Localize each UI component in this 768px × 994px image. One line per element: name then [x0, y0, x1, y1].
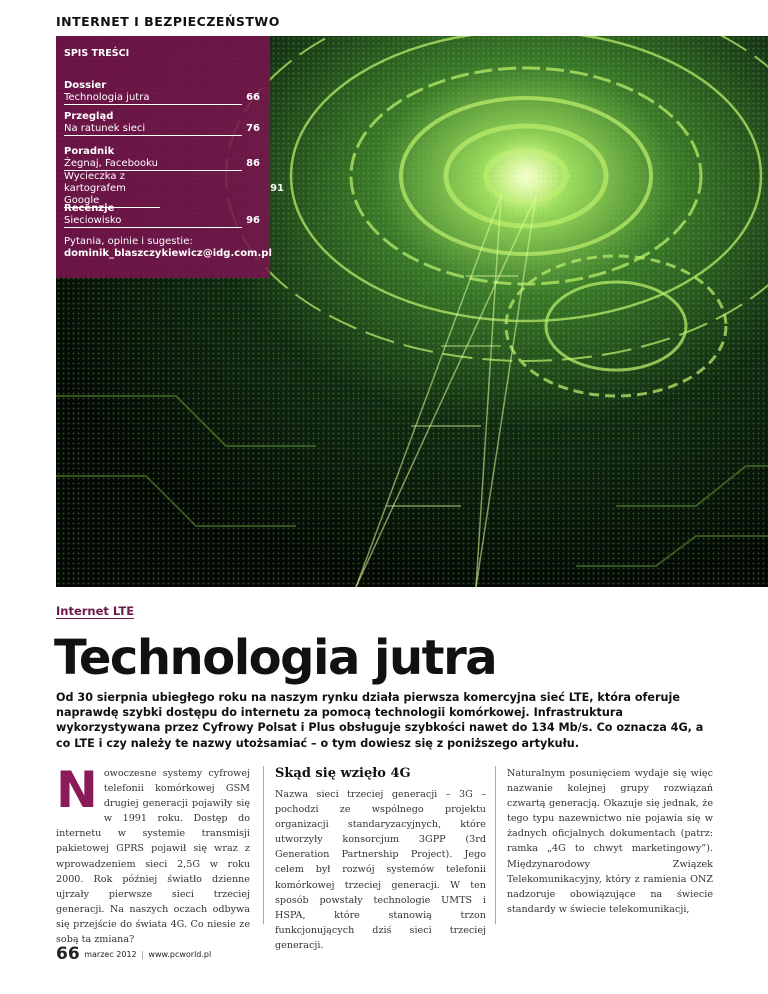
toc-category: Poradnik	[64, 146, 115, 157]
toc-item[interactable]: Sieciowisko 96	[64, 215, 260, 226]
toc-item[interactable]: Technologia jutra 66	[64, 92, 260, 103]
toc-entry-dossier	[64, 80, 260, 105]
article-column-2: Nazwa sieci trzeciej generacji – 3G – pochodzi ze wspólnego projektu organizacji standaryzacyjnych, które utworzyły konsorcjum 3GPP (3rd Generation Partnership Project). Jego celem był rozwój systemów telefonii komórkowej trzeciej generacji. W ten sposób powstały technologie UMTS i HSPA, które stanowią trzon funkcjonujących dziś sieci trzeciej generacji.	[275, 789, 486, 951]
toc-entry-przeglad	[64, 111, 260, 136]
drop-cap: N	[56, 761, 98, 819]
section-label: INTERNET I BEZPIECZEŃSTWO	[56, 14, 280, 29]
contact-label: Pytania, opinie i sugestie:	[64, 236, 193, 247]
contact-email[interactable]: dominik_blaszczykiewicz@idg.com.pl	[64, 248, 272, 259]
article-lead: Od 30 sierpnia ubiegłego roku na naszym rynku działa pierwsza komercyjna sieć LTE, która oferuje naprawdę szybki dostępu do internetu za pomocą technologii komórkowej. Infrastruktura wykorzystywana przez Cyfrowy Polsat i Plus obsługuje szybkości nawet do 134 Mb/s. Co oznacza 4G, a co LTE i czy należy te nazwy utożsamiać – o tym dowiesz się z poniższego artykułu.	[56, 691, 704, 750]
site-url[interactable]: www.pcworld.pl	[148, 950, 212, 959]
article-title: Technologia jutra	[54, 630, 497, 686]
issue-date: marzec 2012	[84, 950, 137, 959]
toc-item[interactable]: Wycieczka z kartografem Google 91	[64, 171, 284, 206]
toc-category: Recenzje	[64, 203, 115, 214]
article-subheading: Skąd się wzięło 4G	[275, 766, 411, 781]
column-divider	[263, 766, 264, 924]
toc-page-number: 91	[270, 183, 284, 194]
toc-item[interactable]: Żegnaj, Facebooku 86	[64, 158, 260, 169]
toc-item[interactable]: Na ratunek sieci 76	[64, 123, 260, 134]
article-column-3: Naturalnym posunięciem wydaje się więc nazwanie kolejnej grupy rozwiązań czwartą generacją. Okazuje się jednak, że tego typu nazewnictwo nie pojawia się w żadnych oficjalnych dokumentach (patrz: ramka „4G to chwyt marketingowy”). Międzynarodowy Związek Telekomunikacyjny, który z ramienia ONZ nadzoruje obowiązujące na świecie standardy w świecie telekomunikacji,	[507, 768, 713, 915]
toc-category: Dossier	[64, 80, 107, 91]
toc-category: Przegląd	[64, 111, 114, 122]
table-of-contents	[56, 36, 284, 278]
toc-contact	[64, 236, 272, 260]
column-1-text: owoczesne systemy cyfrowej telefonii komórkowej GSM drugiej generacji pojawiły się w 1991 roku. Dostęp do internetu w systemie transmisji pakietowej GPRS pojawił się wraz z wprowadzeniem sieci 2,5G w roku 2000. Rok później światło dzienne ujrzały pierwsze sieci trzeciej generacji. Na naszych oczach odbywa się przejście do świata 4G. Co niesie ze sobą ta zmiana?	[56, 768, 250, 946]
page-number: 66	[56, 944, 80, 964]
article-column-1	[56, 761, 250, 947]
toc-entry-poradnik	[64, 146, 284, 208]
toc-title: SPIS TREŚCI	[64, 48, 130, 59]
toc-page-number: 76	[246, 123, 260, 134]
toc-page-number: 86	[246, 158, 260, 169]
footer-separator: |	[141, 950, 144, 959]
article-kicker: Internet LTE	[56, 604, 135, 618]
column-divider	[495, 766, 496, 924]
toc-page-number: 96	[246, 215, 260, 226]
page-footer	[56, 944, 211, 964]
toc-entry-recenzje	[64, 203, 260, 228]
toc-page-number: 66	[246, 92, 260, 103]
